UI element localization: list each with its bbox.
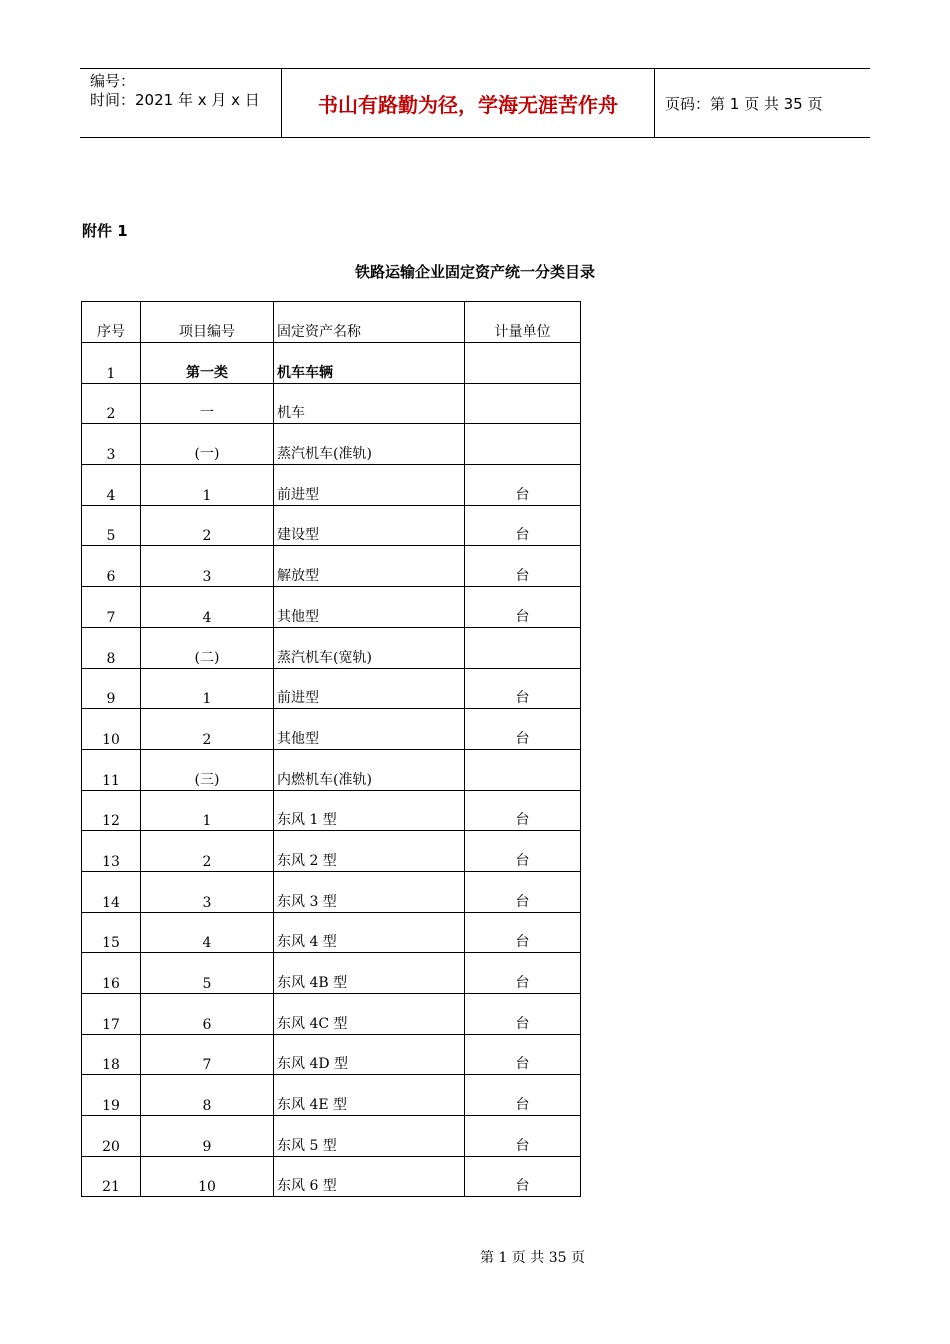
- unit-of-measure: 台: [465, 546, 581, 587]
- table-row: [82, 1034, 581, 1075]
- row-number: 10: [82, 709, 141, 750]
- table-row: [82, 465, 581, 506]
- asset-name: 东风 4B 型: [274, 953, 465, 994]
- asset-name: 前进型: [274, 465, 465, 506]
- row-number: 2: [82, 383, 141, 424]
- row-number: 1: [82, 343, 141, 384]
- asset-catalog-table: [81, 301, 581, 1197]
- row-number: 14: [82, 871, 141, 912]
- row-number: 16: [82, 953, 141, 994]
- item-code: 1: [141, 668, 274, 709]
- asset-name: 东风 4D 型: [274, 1034, 465, 1075]
- row-number: 11: [82, 749, 141, 790]
- row-number: 13: [82, 831, 141, 872]
- attachment-label: 附件 1: [82, 222, 128, 240]
- table-row: [82, 587, 581, 628]
- item-code: 1: [141, 465, 274, 506]
- item-code: 一: [141, 383, 274, 424]
- unit-of-measure: 台: [465, 831, 581, 872]
- asset-name: 其他型: [274, 709, 465, 750]
- row-number: 21: [82, 1156, 141, 1197]
- table-row: [82, 871, 581, 912]
- page-header: [80, 68, 870, 138]
- item-code: 第一类: [141, 343, 274, 384]
- row-number: 6: [82, 546, 141, 587]
- unit-of-measure: 台: [465, 871, 581, 912]
- item-code: 9: [141, 1116, 274, 1157]
- unit-of-measure: [465, 627, 581, 668]
- unit-of-measure: 台: [465, 1075, 581, 1116]
- table-row: [82, 1116, 581, 1157]
- unit-of-measure: 台: [465, 1116, 581, 1157]
- table-row: [82, 627, 581, 668]
- asset-name: 东风 4C 型: [274, 994, 465, 1035]
- item-code: 6: [141, 994, 274, 1035]
- page-footer: 第 1 页 共 35 页: [480, 1250, 585, 1266]
- table-row: [82, 1075, 581, 1116]
- row-number: 4: [82, 465, 141, 506]
- unit-of-measure: 台: [465, 465, 581, 506]
- item-code: 2: [141, 505, 274, 546]
- unit-of-measure: [465, 343, 581, 384]
- unit-of-measure: 台: [465, 912, 581, 953]
- asset-name: 东风 4 型: [274, 912, 465, 953]
- row-number: 5: [82, 505, 141, 546]
- table-row: [82, 546, 581, 587]
- asset-name: 机车: [274, 383, 465, 424]
- date-label: 时间：2021 年 x 月 x 日: [90, 91, 260, 109]
- table-row: [82, 790, 581, 831]
- item-code: 7: [141, 1034, 274, 1075]
- asset-name: 东风 5 型: [274, 1116, 465, 1157]
- row-number: 12: [82, 790, 141, 831]
- table-row: [82, 994, 581, 1035]
- column-header-name: 固定资产名称: [274, 302, 465, 343]
- row-number: 8: [82, 627, 141, 668]
- row-number: 17: [82, 994, 141, 1035]
- table-row: [82, 383, 581, 424]
- item-code: 3: [141, 546, 274, 587]
- asset-name: 解放型: [274, 546, 465, 587]
- item-code: (二): [141, 627, 274, 668]
- asset-name: 东风 1 型: [274, 790, 465, 831]
- document-title: 铁路运输企业固定资产统一分类目录: [354, 263, 595, 281]
- column-header-no: 序号: [82, 302, 141, 343]
- header-meta: [80, 69, 282, 137]
- table-row: [82, 749, 581, 790]
- item-code: (一): [141, 424, 274, 465]
- asset-name: 蒸汽机车(宽轨): [274, 627, 465, 668]
- unit-of-measure: [465, 749, 581, 790]
- unit-of-measure: [465, 383, 581, 424]
- unit-of-measure: [465, 424, 581, 465]
- table-header-row: [82, 302, 581, 343]
- asset-name: 建设型: [274, 505, 465, 546]
- unit-of-measure: 台: [465, 1034, 581, 1075]
- item-code: 4: [141, 587, 274, 628]
- table-row: [82, 912, 581, 953]
- header-motto: 书山有路勤为径，学海无涯苦作舟: [282, 69, 655, 137]
- unit-of-measure: 台: [465, 668, 581, 709]
- unit-of-measure: 台: [465, 587, 581, 628]
- row-number: 9: [82, 668, 141, 709]
- number-label: 编号：: [90, 72, 136, 90]
- header-page-info: 页码：第 1 页 共 35 页: [665, 94, 823, 113]
- table-row: [82, 831, 581, 872]
- table-row: [82, 709, 581, 750]
- item-code: 10: [141, 1156, 274, 1197]
- asset-name: 东风 4E 型: [274, 1075, 465, 1116]
- row-number: 19: [82, 1075, 141, 1116]
- row-number: 15: [82, 912, 141, 953]
- asset-name: 东风 2 型: [274, 831, 465, 872]
- unit-of-measure: 台: [465, 994, 581, 1035]
- item-code: 1: [141, 790, 274, 831]
- table-row: [82, 505, 581, 546]
- table-row: [82, 1156, 581, 1197]
- item-code: 8: [141, 1075, 274, 1116]
- asset-name: 内燃机车(准轨): [274, 749, 465, 790]
- item-code: 5: [141, 953, 274, 994]
- asset-name: 东风 3 型: [274, 871, 465, 912]
- item-code: (三): [141, 749, 274, 790]
- table-row: [82, 668, 581, 709]
- item-code: 2: [141, 831, 274, 872]
- row-number: 7: [82, 587, 141, 628]
- item-code: 3: [141, 871, 274, 912]
- asset-name: 东风 6 型: [274, 1156, 465, 1197]
- asset-name: 蒸汽机车(准轨): [274, 424, 465, 465]
- row-number: 3: [82, 424, 141, 465]
- column-header-unit: 计量单位: [465, 302, 581, 343]
- unit-of-measure: 台: [465, 953, 581, 994]
- item-code: 2: [141, 709, 274, 750]
- row-number: 18: [82, 1034, 141, 1075]
- asset-name: 前进型: [274, 668, 465, 709]
- column-header-code: 项目编号: [141, 302, 274, 343]
- row-number: 20: [82, 1116, 141, 1157]
- unit-of-measure: 台: [465, 505, 581, 546]
- unit-of-measure: 台: [465, 709, 581, 750]
- table-row: [82, 424, 581, 465]
- table-row: [82, 953, 581, 994]
- unit-of-measure: 台: [465, 1156, 581, 1197]
- asset-name: 其他型: [274, 587, 465, 628]
- unit-of-measure: 台: [465, 790, 581, 831]
- item-code: 4: [141, 912, 274, 953]
- table-row: [82, 343, 581, 384]
- asset-name: 机车车辆: [274, 343, 465, 384]
